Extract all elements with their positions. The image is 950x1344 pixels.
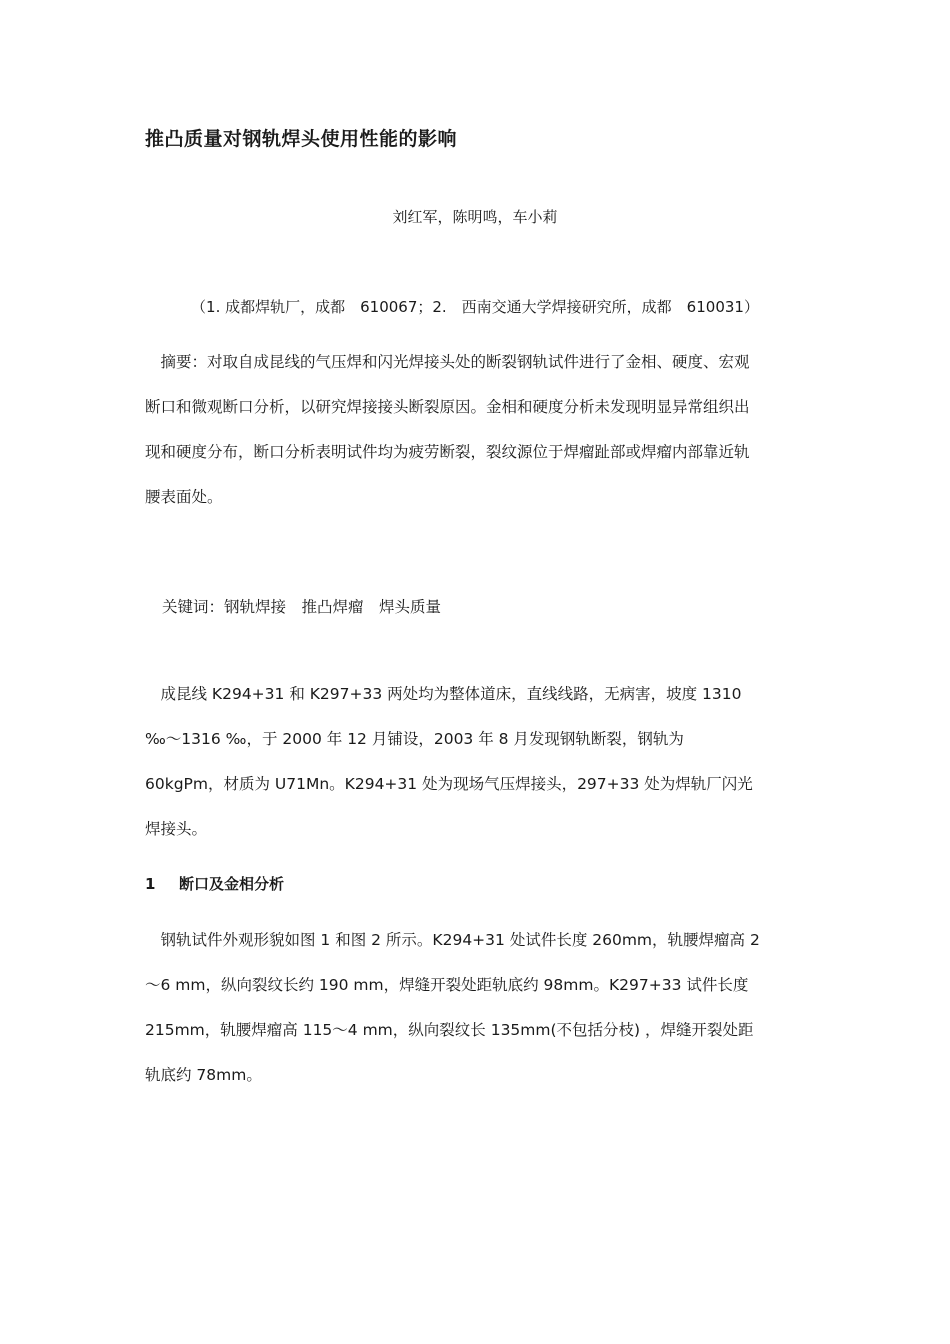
- section-heading: [145, 873, 284, 894]
- section-number: 1: [145, 875, 156, 893]
- abstract-line: 现和硬度分布，断口分析表明试件均为疲劳断裂，裂纹源位于焊瘤趾部或焊瘤内部靠近轨: [145, 443, 750, 461]
- intro-line: 焊接头。: [145, 820, 208, 838]
- intro-paragraph: [145, 672, 810, 852]
- section-body-line: 215mm，轨腰焊瘤高 115～4 mm，纵向裂纹长 135mm(不包括分枝) ，焊缝开裂处距: [145, 1021, 754, 1039]
- abstract-paragraph: [145, 340, 810, 520]
- intro-line: 60kgPm，材质为 U71Mn。K294+31 处为现场气压焊接头，297+33 处为焊轨厂闪光: [145, 775, 753, 793]
- abstract-line: 摘要：对取自成昆线的气压焊和闪光焊接头处的断裂钢轨试件进行了金相、硬度、宏观: [145, 353, 750, 371]
- keywords: 关键词：钢轨焊接 推凸焊瘤 焊头质量: [162, 598, 442, 616]
- section-body-line: 轨底约 78mm。: [145, 1066, 262, 1084]
- section-title: 断口及金相分析: [179, 875, 285, 893]
- abstract-line: 断口和微观断口分析，以研究焊接接头断裂原因。金相和硬度分析未发现明显异常组织出: [145, 398, 750, 416]
- paper-title: 推凸质量对钢轨焊头使用性能的影响: [145, 128, 458, 150]
- affiliation: （1. 成都焊轨厂，成都 610067；2. 西南交通大学焊接研究所，成都 610031）: [191, 298, 759, 316]
- intro-line: 成昆线 K294+31 和 K297+33 两处均为整体道床，直线线路，无病害，坡度 1310: [145, 685, 742, 703]
- author-list: 刘红军，陈明鸣，车小莉: [392, 208, 558, 226]
- abstract-line: 腰表面处。: [145, 488, 223, 506]
- section-body-line: 钢轨试件外观形貌如图 1 和图 2 所示。K294+31 处试件长度 260mm，轨腰焊瘤高 2: [145, 931, 760, 949]
- intro-line: ‰～1316 ‰，于 2000 年 12 月铺设，2003 年 8 月发现钢轨断裂，钢轨为: [145, 730, 684, 748]
- section-body-line: ～6 mm，纵向裂纹长约 190 mm，焊缝开裂处距轨底约 98mm。K297+33 试件长度: [145, 976, 749, 994]
- section-body-paragraph: [145, 918, 810, 1098]
